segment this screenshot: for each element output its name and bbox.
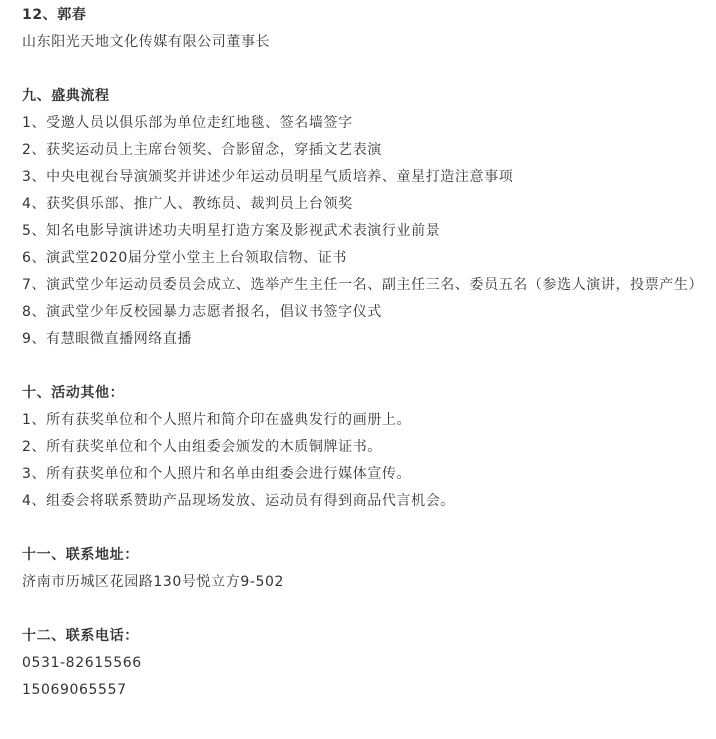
other-item: 1、所有获奖单位和个人照片和简介印在盛典发行的画册上。 xyxy=(22,412,412,428)
phone-number: 15069065557 xyxy=(22,682,127,698)
other-item: 4、组委会将联系赞助产品现场发放、运动员有得到商品代言机会。 xyxy=(22,493,455,509)
ceremony-item: 7、演武堂少年运动员委员会成立、选举产生主任一名、副主任三名、委员五名（参选人演讲，投票产生） xyxy=(22,277,704,293)
ceremony-item: 1、受邀人员以俱乐部为单位走红地毯、签名墙签字 xyxy=(22,115,353,131)
spacer xyxy=(22,56,698,83)
other-item: 3、所有获奖单位和个人照片和名单由组委会进行媒体宣传。 xyxy=(22,466,412,482)
other-item: 2、所有获奖单位和个人由组委会颁发的木质铜牌证书。 xyxy=(22,439,382,455)
spacer xyxy=(22,515,698,542)
spacer xyxy=(22,596,698,623)
ceremony-item: 5、知名电影导演讲述功夫明星打造方案及影视武术表演行业前景 xyxy=(22,223,441,239)
ceremony-item: 6、演武堂2020届分堂小堂主上台领取信物、证书 xyxy=(22,250,347,266)
phone-number: 0531-82615566 xyxy=(22,655,142,671)
section-heading-other: 十、活动其他： xyxy=(22,385,125,401)
section-heading-phone: 十二、联系电话： xyxy=(22,628,139,644)
address-text: 济南市历城区花园路130号悦立方9-502 xyxy=(22,574,285,590)
ceremony-item: 8、演武堂少年反校园暴力志愿者报名，倡议书签字仪式 xyxy=(22,304,382,320)
ceremony-item: 4、获奖俱乐部、推广人、教练员、裁判员上台领奖 xyxy=(22,196,353,212)
section-heading-address: 十一、联系地址： xyxy=(22,547,139,563)
spacer xyxy=(22,353,698,380)
ceremony-item: 9、有慧眼微直播网络直播 xyxy=(22,331,193,347)
person12-title: 山东阳光天地文化传媒有限公司董事长 xyxy=(22,34,271,50)
section-heading-ceremony: 九、盛典流程 xyxy=(22,88,110,104)
section-heading-person12: 12、郭春 xyxy=(22,7,87,23)
ceremony-item: 2、获奖运动员上主席台领奖、合影留念，穿插文艺表演 xyxy=(22,142,382,158)
document-body xyxy=(22,0,704,704)
ceremony-item: 3、中央电视台导演颁奖并讲述少年运动员明星气质培养、童星打造注意事项 xyxy=(22,169,514,185)
